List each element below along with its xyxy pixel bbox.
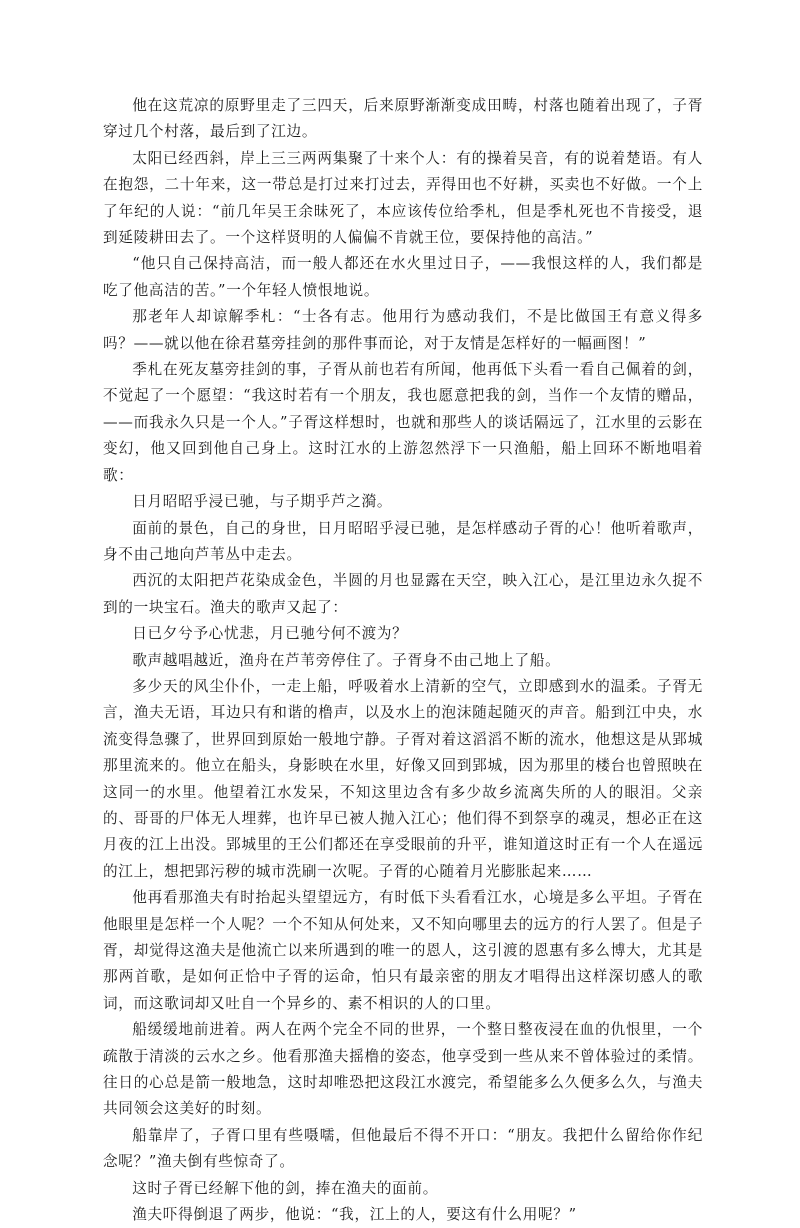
paragraph-16: 渔夫吓得倒退了两步，他说：“我，江上的人，要这有什么用呢？” (132, 1206, 577, 1224)
paragraph-2: 太阳已经西斜，岸上三三两两集聚了十来个人：有的操着吴音，有的说着楚语。有人在抱怨，二十年来，这一带总是打过来打过去，弄得田也不好耕，买卖也不好做。一个上了年纪的人说：“前几年吴王余昧死了，本应该传位给季札，但是季札死也不肯接受，退到延陵耕田去了。一个这样贤明的人偏偏不肯就王位，要保持他的高洁。” (103, 149, 703, 247)
song-line-1: 日月昭昭乎浸已驰，与子期乎芦之漪。 (132, 493, 393, 511)
paragraph-15: 这时子胥已经解下他的剑，捧在渔夫的面前。 (132, 1179, 439, 1197)
paragraph-14: 船靠岸了，子胥口里有些嗫嚅，但他最后不得不开口：“朋友。我把什么留给你作纪念呢？”渔夫倒有些惊奇了。 (103, 1126, 703, 1171)
paragraph-11: 多少天的风尘仆仆，一走上船，呼吸着水上清新的空气，立即感到水的温柔。子胥无言，渔夫无语，耳边只有和谐的橹声，以及水上的泡沫随起随灭的声音。船到江中央，水流变得急骤了，世界回到原始一般地宁静。子胥对着这滔滔不断的流水，他想这是从郢城那里流来的。他立在船头，身影映在水里，好像又回到郢城，因为那里的楼台也曾照映在这同一的水里。他望着江水发呆，不知这里边含有多少故乡流离失所的人的眼泪。父亲的、哥哥的尸体无人埋葬，也许早已被人抛入江心；他们得不到祭享的魂灵，想必正在这月夜的江上出没。郢城里的王公们都还在享受眼前的升平，谁知道这时正有一个人在遥远的江上，想把郢污秽的城市洗刷一次呢。子胥的心随着月光膨胀起来…… (103, 677, 703, 880)
paragraph-3: “他只自己保持高洁，而一般人都还在水火里过日子，——我恨这样的人，我们都是吃了他高洁的苦。”一个年轻人愤恨地说。 (103, 255, 703, 299)
paragraph-12: 他再看那渔夫有时抬起头望望远方，有时低下头看看江水，心境是多么平坦。子胥在他眼里是怎样一个人呢？一个不知从何处来，又不知向哪里去的远方的行人罢了。但是子胥，却觉得这渔夫是他流亡以来所遇到的唯一的恩人，这引渡的恩惠有多么博大，尤其是那两首歌，是如何正恰中子胥的运命，怕只有最亲密的朋友才唱得出这样深切感人的歌词，而这歌词却又吐自一个异乡的、素不相识的人的口里。 (103, 889, 703, 1012)
paragraph-5: 季札在死友墓旁挂剑的事，子胥从前也若有所闻，他再低下头看一看自己佩着的剑，不觉起了一个愿望：“我这时若有一个朋友，我也愿意把我的剑，当作一个友情的赠品，——而我永久只是一个人。”子胥这样想时，也就和那些人的谈话隔远了，江水里的云影在变幻，他又回到他自己身上。这时江水的上游忽然浮下一只渔船，船上回环不断地唱着歌： (103, 361, 703, 484)
song-line-2: 日已夕兮予心忧悲，月已驰兮何不渡为？ (132, 625, 408, 643)
paragraph-13: 船缓缓地前进着。两人在两个完全不同的世界，一个整日整夜浸在血的仇恨里，一个疏散于清淡的云水之乡。他看那渔夫摇橹的姿态，他享受到一些从来不曾体验过的柔情。往日的心总是箭一般地急，这时却唯恐把这段江水渡完，希望能多么久便多么久，与渔夫共同领会这美好的时刻。 (103, 1021, 703, 1118)
paragraph-1: 他在这荒凉的原野里走了三四天，后来原野渐渐变成田畴，村落也随着出现了，子胥穿过几个村落，最后到了江边。 (103, 97, 703, 141)
paragraph-4: 那老年人却谅解季札：“士各有志。他用行为感动我们，不是比做国王有意义得多吗？——就以他在徐君墓旁挂剑的那件事而论，对于友情是怎样好的一幅画图！” (103, 308, 703, 352)
paragraph-10: 歌声越唱越近，渔舟在芦苇旁停住了。子胥身不由己地上了船。 (132, 651, 561, 669)
paragraph-7: 面前的景色，自己的身世，日月昭昭乎浸已驰，是怎样感动子胥的心！他听着歌声，身不由己地向芦苇丛中走去。 (103, 519, 703, 563)
paragraph-8: 西沉的太阳把芦花染成金色，半圆的月也显露在天空，映入江心，是江里边永久捉不到的一块宝石。渔夫的歌声又起了： (103, 572, 703, 616)
